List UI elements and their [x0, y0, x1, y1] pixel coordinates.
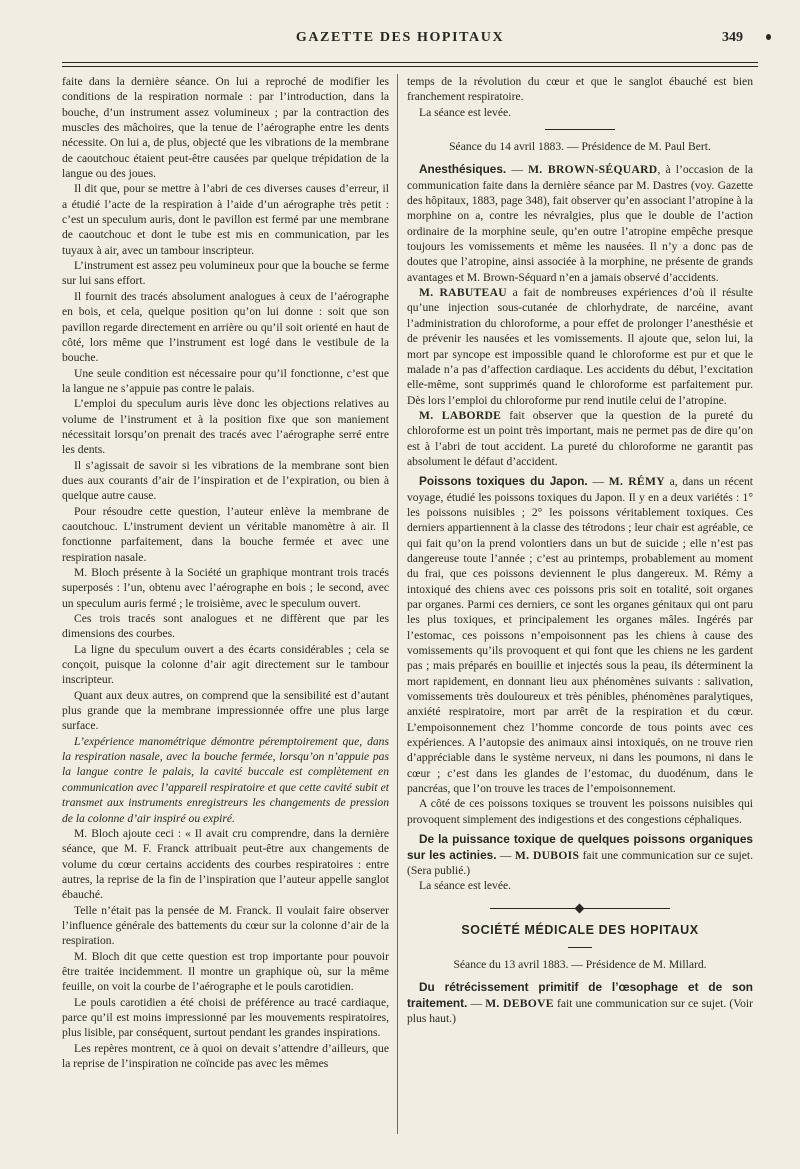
paragraph-text: a fait de nombreuses expériences d’où il résulte qu’une injection sous-cutanée de chlorhydrate, de narcéine, avant l’administration du chloroforme, a pour effet de prolonger l’anesthésie et de prévenir les nausées et les vomissements. Il ajoute que, selon lui, la mort par syncope est impossible quand le chloroforme est pur et que le malade n’a pas d’affection cardiaque. Les accidents du début, l’excitation elle-même, sont supprimés quand le chloroforme est parfaitement pur. Dès lors l’emploi du chloroforme pur rend inutile celui de l’atropine. [407, 286, 753, 407]
paragraph-text: , à l’occasion de la communication faite dans la dernière séance par M. Dastres (voy. Gazette des hôpitaux, 1883, page 348), fait observer qu’en associant l’atropine à la morphine on a, contre les névralgies, plus que le double de l’action ordinaire de la morphine seule, qu’en outre l’atropine empêche presque toujours les vomissements et même les nausées. Il n’y a donc pas de doutes que l’atropine, ainsi associée à la morphine, ne présente de grands avantages et M. Brown-Séquard n’en a jamais observé d’accidents. [407, 163, 754, 284]
paragraph: La séance est levée. [419, 879, 512, 893]
paragraph: La ligne du speculum ouvert a des écarts considérables ; cela se conçoit, puisque la colonne d’air agit directement sur le tambour inscripteur. [62, 642, 389, 687]
author-name: M. DEBOVE [485, 996, 554, 1010]
paragraph: faite dans la dernière séance. On lui a reproché de modifier les conditions de la respiration normale : par l’introduction, dans la bouche, d’un instrument assez volumineux ; par la contraction des muscles des mâchoires, que la tenue de l’aérographe entre les dents nécessite. On lui a, de plus, objecté que les vibrations de la membrane de caoutchouc étaient peut-être causées par quelque trépidation de la langue ou des joues. [62, 75, 389, 181]
paragraph: Quant aux deux autres, on comprend que la sensibilité est d’autant plus grande que la membrane impressionnée offre une plus large surface. [62, 688, 389, 733]
paragraph: Une seule condition est nécessaire pour qu’il fonctionne, c’est que la langue ne s’appuie pas contre le palais. [62, 366, 389, 395]
left-column [62, 74, 389, 1071]
society-title: SOCIÉTÉ MÉDICALE DES HOPITAUX [461, 922, 699, 937]
paragraph: Il fournit des tracés absolument analogues à ceux de l’aérographe en bois, et cela, quelque position qu’on lui donne : soit que son pavillon regarde directement en arrière ou qu’il soit orienté en haut de côté, lors même que l’instrument est logé dans le vestibule de la bouche. [62, 289, 389, 365]
paragraph: A côté de ces poissons toxiques se trouvent les poissons nuisibles qui provoquent simplement des indigestions et des congestions céphaliques. [407, 797, 753, 826]
author-name: M. LABORDE [419, 408, 502, 422]
separator-rule [568, 947, 592, 948]
section-heading: De la puissance toxique de quelques poissons organiques sur les actinies. [407, 832, 753, 862]
page-header [0, 30, 800, 50]
session-heading: Séance du 13 avril 1883. — Présidence de M. Millard. [453, 957, 707, 971]
paragraph: Il s’agissait de savoir si les vibrations de la membrane sont bien dues aux courants d’air de l’inspiration et de l’expiration, ou bien à quelque autre cause. [62, 458, 389, 503]
paragraph: M. Bloch ajoute ceci : « Il avait cru comprendre, dans la dernière séance, que M. F. Franck attribuait peut-être aux changements de volume du cœur certains accidents des courbes respiratoires : entre autres, la reprise de la fin de l’inspiration que l’auteur appelle sanglot ébauché. [62, 826, 389, 902]
paragraph: temps de la révolution du cœur et que le sanglot ébauché est bien franchement respiratoire. [407, 75, 753, 104]
paragraph: Anesthésiques. — M. BROWN-SÉQUARD, à l’occasion de la communication faite dans la dernière séance par M. Dastres (voy. Gazette des hôpitaux, 1883, page 348), fait observer qu’en associant l’atropine à la morphine on a, contre les névralgies, plus que le double de l’action ordinaire de la morphine seule, qu’en outre l’atropine empêche presque toujours les vomissements et même les nausées. Il n’y a donc pas de doutes que l’atropine, ainsi associée à la morphine, ne présente de grands avantages et M. Brown-Séquard n’en a jamais observé d’accidents. [407, 162, 754, 284]
section-heading: Poissons toxiques du Japon. [419, 474, 588, 489]
right-column [407, 74, 753, 1026]
paragraph: Il dit que, pour se mettre à l’abri de ces diverses causes d’erreur, il a étudié l’acte de la respiration à l’aide d’un aérographe très petit : c’est un speculum auris, dont le pavillon est fermé par une membrane de caoutchouc et dont le tube est mis en communication, par les tuyaux à air, avec un tambour inscripteur. [62, 182, 389, 257]
paragraph: Ces trois tracés sont analogues et ne diffèrent que par les dimensions des courbes. [62, 612, 389, 641]
paragraph-text: fait une communication sur ce sujet. (Voir plus haut.) [407, 996, 754, 1025]
paragraph: M. Bloch dit que cette question est trop importante pour pouvoir être traitée incidemment. Il montre un graphique où, sur la même feuille, on voit la courbe de l’aérographe et le pouls carotidien. [62, 949, 389, 994]
paragraph: Les repères montrent, ce à quoi on devait s’attendre d’ailleurs, que la reprise de l’inspiration ne coïncide pas avec les mêmes [62, 1041, 389, 1070]
paragraph: M. Bloch présente à la Société un graphique montrant trois tracés superposés : l’un, obtenu avec l’aérographe en bois ; le second, avec un speculum auris fermé ; le troisième, avec le speculum ouvert. [62, 566, 389, 610]
section-heading: Anesthésiques. [419, 162, 507, 177]
italic-paragraph: L’expérience manométrique démontre péremptoirement que, dans la respiration nasale, avec la bouche fermée, lorsqu’on n’appuie pas la langue contre le palais, la cavité buccale est complètement en communication avec l’appareil respiratoire et que cette cavité subit et transmet aux instruments enregistreurs les changements de pression de la colonne d’air inspiré ou expiré. [62, 734, 389, 825]
paragraph: Poissons toxiques du Japon. — M. RÉMY a, dans un récent voyage, étudié les poissons toxiques du Japon. Il y en a deux variétés : 1° les poissons nuisibles ; 2° les poissons véritablement toxiques. Ces derniers appartiennent à la classe des tétrodons ; leur chair est agréable, ce qui fait qu’on la prend volontiers dans un but de suicide ; elle n’est pas dangereuse toute l’année ; c’est au printemps, probablement au moment du frai, que ces poissons deviennent le plus dangereux. M. Rémy a intoxiqué des chiens avec ces poissons pris soit en totalité, soit organes par organes. Parmi ces derniers, ce sont les organes génitaux qui ont paru les plus toxiques, et principalement les organes mâles. Ingérés par l’estomac, ces poissons n’empoisonnent pas les chiens à cause des vomissements qu’ils provoquent et qui font que les chiens ne les gardent pas ; mais préparés en bouillie et injectés sous la peau, ils déterminent la mort rapidement, en donnant lieu aux phénomènes suivants : salivation, vomissements très douloureux et très pénibles, phénomènes paralytiques, anxiété respiratoire, mort par arrêt de la respiration et du cœur. L’empoisonnement chez l’homme concorde de tous points avec ces expériences. A l’autopsie des animaux ainsi intoxiqués, on ne trouve rien d’appréciable dans le système nerveux, ni dans les poumons, ni dans le cœur ; c’est dans les glandes de l’estomac, du duodénum, dans le pancréas, que l’on trouve les traces de l’empoisonnement. [407, 474, 753, 796]
section-heading: Du rétrécissement primitif de l’œsophage et de son traitement. [407, 980, 753, 1010]
author-name: M. RABUTEAU [419, 286, 507, 300]
paragraph: Telle n’était pas la pensée de M. Franck. Il voulait faire observer l’influence générale des battements du cœur sur la colonne d’air de la respiration. [62, 903, 389, 948]
paragraph: Pour résoudre cette question, l’auteur enlève la membrane de caoutchouc. L’instrument devient un véritable manomètre à air. Il fonctionne parfaitement, dans la bouche fermée et avec une respiration nasale. [62, 504, 389, 564]
author-name: M. RÉMY [608, 475, 665, 489]
author-name: M. BROWN-SÉQUARD [528, 163, 658, 177]
paragraph: Du rétrécissement primitif de l’œsophage et de son traitement. — M. DEBOVE fait une communication sur ce sujet. (Voir plus haut.) [407, 980, 754, 1025]
author-name: M. DUBOIS [514, 848, 580, 862]
paragraph [407, 285, 753, 408]
paragraph: L’emploi du speculum auris lève donc les objections relatives au volume de l’instrument et à la position fixe que son maniement nécessitait lorsqu’on prenait des tracés avec l’aérographe serré entre les dents. [62, 397, 389, 457]
header-rule-bottom [62, 66, 758, 67]
column-divider [397, 74, 398, 1134]
session-heading: Séance du 14 avril 1883. — Présidence de M. Paul Bert. [449, 140, 711, 154]
paragraph: Le pouls carotidien a été choisi de préférence au tracé cardiaque, parce qu’il est moins impressionné par les mouvements respiratoires, plus lisible, par conséquent, surtout pendant les grandes inspirations. [62, 995, 389, 1040]
paragraph-text: fait observer que la question de la pureté du chloroforme est un point très important, mais ne permet pas de dire qu’on est à l’abri de tout accident. La pureté du chloroforme ne garantit pas absolument le défaut d’accident. [407, 408, 754, 468]
separator-rule [545, 129, 615, 130]
paragraph: La séance est levée. [419, 105, 512, 119]
paragraph [407, 408, 753, 469]
paragraph-text: fait une communication sur ce sujet. (Sera publié.) [407, 848, 753, 877]
page-number: 349 [722, 30, 743, 45]
paragraph-text: a, dans un récent voyage, étudié les poissons toxiques du Japon. Il y en a deux variétés : 1° les poissons nuisibles ; 2° les poissons véritablement toxiques. Ces derniers appartiennent à la classe des tétrodons ; leur chair est agréable, ce qui fait qu’on la prend volontiers dans un but de suicide ; elle n’est pas dangereuse toute l’année ; c’est au printemps, probablement au moment du frai, que ces poissons deviennent le plus dangereux. M. Rémy a intoxiqué des chiens avec ces poissons pris soit en totalité, soit organes par organes. Parmi ces derniers, ce sont les organes génitaux qui ont paru les plus toxiques, et principalement les organes mâles. Ingérés par l’estomac, ces poissons n’empoisonnent pas les chiens à cause des vomissements qu’ils provoquent et qui font que les chiens ne les gardent pas ; mais préparés en bouillie et injectés sous la peau, ils déterminent la mort rapidement, en donnant lieu aux phénomènes suivants : salivation, vomissements très douloureux et très pénibles, phénomènes paralytiques, anxiété respiratoire, mort par arrêt de la respiration et du cœur. L’empoisonnement chez l’homme concorde de tous points avec ces expériences. A l’autopsie des animaux ainsi intoxiqués, on ne trouve rien d’appréciable dans le système nerveux, ni dans les poumons, ni dans le cœur ; c’est dans les glandes de l’estomac, du duodénum, dans le pancréas, que l’on trouve les traces de l’empoisonnement. [407, 475, 753, 796]
ink-dot [766, 34, 771, 40]
paragraph: De la puissance toxique de quelques poissons organiques sur les actinies. — M. DUBOIS fait une communication sur ce sujet. (Sera publié.) [407, 832, 753, 877]
journal-title: GAZETTE DES HOPITAUX [295, 30, 505, 45]
header-rule-top [62, 62, 758, 63]
ornamental-rule [490, 906, 670, 911]
paragraph: L’instrument est assez peu volumineux pour que la bouche se ferme sur lui sans effort. [62, 259, 389, 288]
